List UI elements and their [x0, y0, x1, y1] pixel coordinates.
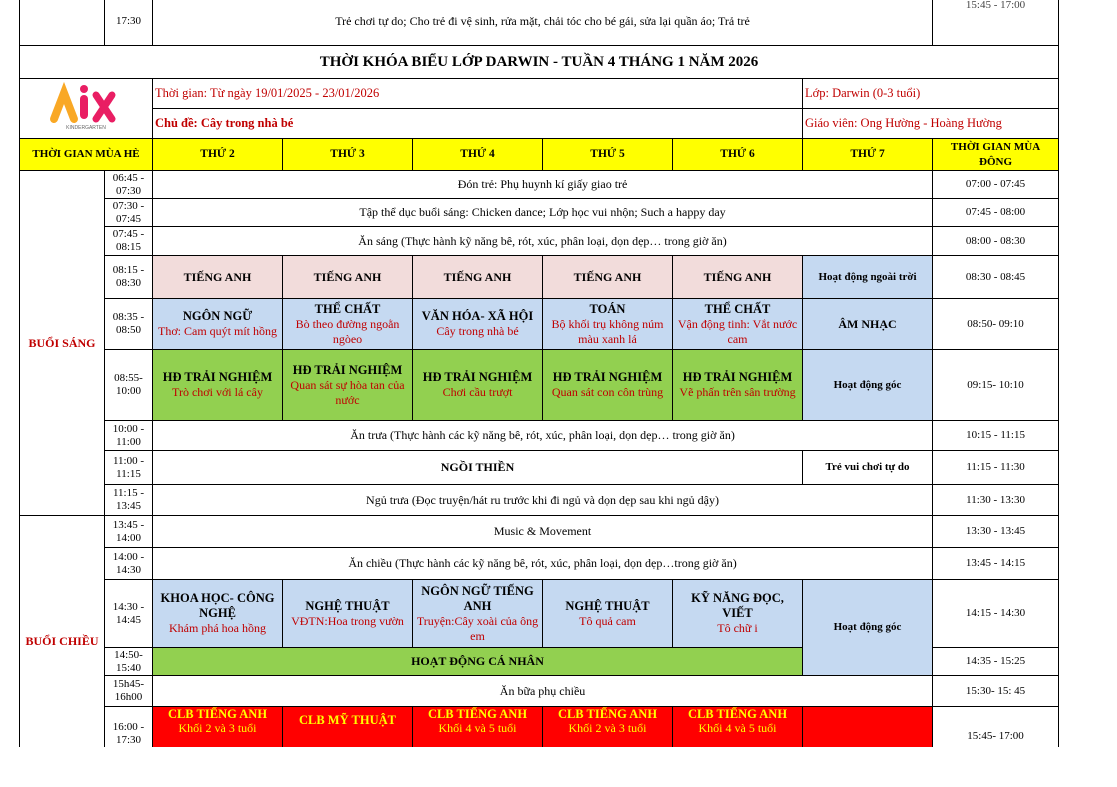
- club-cell: CLB MỸ THUẬT: [283, 707, 413, 748]
- activity-cell: NGỒI THIỀN: [153, 451, 803, 485]
- saturday-cell: Hoạt động góc: [803, 350, 933, 421]
- winter-time-cell: 08:30 - 08:45: [933, 256, 1059, 299]
- time-cell: 08:55- 10:00: [105, 350, 153, 421]
- table-row: [20, 580, 1059, 648]
- activity-cell: Tập thể dục buổi sáng: Chicken dance; Lớp học vui nhộn; Such a happy day: [153, 199, 933, 227]
- day-header: THỨ 2: [153, 139, 283, 171]
- time-cell: 14:50- 15:40: [105, 648, 153, 676]
- winter-time-cell: 07:45 - 08:00: [933, 199, 1059, 227]
- table-row: [20, 516, 1059, 548]
- club-cell-empty: [803, 707, 933, 748]
- day-header: THỨ 6: [673, 139, 803, 171]
- subject-cell: TIẾNG ANH: [153, 256, 283, 299]
- time-cell: 10:00 - 11:00: [105, 421, 153, 451]
- table-row: [20, 548, 1059, 580]
- saturday-cell: ÂM NHẠC: [803, 299, 933, 350]
- table-row: [20, 227, 1059, 256]
- winter-time-header: THỜI GIAN MÙA ĐÔNG: [933, 139, 1059, 171]
- subject-cell: HĐ TRẢI NGHIỆM Quan sát sự hòa tan của nước: [283, 350, 413, 421]
- subject-cell: TIẾNG ANH: [283, 256, 413, 299]
- subject-cell: TIẾNG ANH: [543, 256, 673, 299]
- subject-cell: NGHỆ THUẬT Tô quả cam: [543, 580, 673, 648]
- activity-cell: Đón trẻ: Phụ huynh kí giấy giao trẻ: [153, 171, 933, 199]
- winter-time-cell: 09:15- 10:10: [933, 350, 1059, 421]
- subject-cell: THỂ CHẤT Bò theo đường ngoằn ngòeo: [283, 299, 413, 350]
- time-cell: 13:45 - 14:00: [105, 516, 153, 548]
- subject-cell: TOÁN Bộ khối trụ không núm màu xanh lá: [543, 299, 673, 350]
- winter-time-cell: 08:50- 09:10: [933, 299, 1059, 350]
- time-cell: 16:00 - 17:30: [105, 707, 153, 748]
- subject-cell: THỂ CHẤT Vận động tinh: Vắt nước cam: [673, 299, 803, 350]
- day-header: THỨ 7: [803, 139, 933, 171]
- time-cell: 11:00 - 11:15: [105, 451, 153, 485]
- table-row: [20, 256, 1059, 299]
- saturday-cell: Hoạt động ngoài trời: [803, 256, 933, 299]
- subject-cell: KỸ NĂNG ĐỌC, VIẾT Tô chữ i: [673, 580, 803, 648]
- table-row: [20, 485, 1059, 516]
- time-cell: 14:30 - 14:45: [105, 580, 153, 648]
- saturday-cell: Hoạt động góc: [803, 580, 933, 676]
- day-header: THỨ 5: [543, 139, 673, 171]
- table-row: [20, 171, 1059, 199]
- winter-time-cell: 13:45 - 14:15: [933, 548, 1059, 580]
- subject-cell: HĐ TRẢI NGHIỆM Vẽ phấn trên sân trường: [673, 350, 803, 421]
- date-range: Thời gian: Từ ngày 19/01/2025 - 23/01/2026: [153, 79, 803, 109]
- winter-time-cell: 07:00 - 07:45: [933, 171, 1059, 199]
- time-cell: 08:15 - 08:30: [105, 256, 153, 299]
- aik-logo-icon: [46, 81, 126, 133]
- winter-time-cell: 11:30 - 13:30: [933, 485, 1059, 516]
- subject-cell: TIẾNG ANH: [673, 256, 803, 299]
- club-cell: CLB TIẾNG ANH Khối 2 và 3 tuổi: [543, 707, 673, 748]
- subject-cell: VĂN HÓA- XÃ HỘI Cây trong nhà bé: [413, 299, 543, 350]
- header-row: [20, 139, 1059, 171]
- saturday-cell: Trẻ vui chơi tự do: [803, 451, 933, 485]
- table-row: [20, 707, 1059, 748]
- subject-cell: HĐ TRẢI NGHIỆM Quan sát con côn trùng: [543, 350, 673, 421]
- time-cell: 06:45 - 07:30: [105, 171, 153, 199]
- winter-time-cell: 15:30- 15: 45: [933, 676, 1059, 707]
- time-cell: 14:00 - 14:30: [105, 548, 153, 580]
- winter-time-cell: 14:15 - 14:30: [933, 580, 1059, 648]
- summer-time-header: THỜI GIAN MÙA HÈ: [20, 139, 153, 171]
- topic: Chủ đề: Cây trong nhà bé: [153, 109, 803, 139]
- info-row: [20, 79, 1059, 109]
- activity-cell: Music & Movement: [153, 516, 933, 548]
- subject-cell: HĐ TRẢI NGHIỆM Chơi cầu trượt: [413, 350, 543, 421]
- subject-cell: KHOA HỌC- CÔNG NGHỆ Khám phá hoa hồng: [153, 580, 283, 648]
- time-cell: 17:30: [105, 0, 153, 46]
- table-row: [20, 350, 1059, 421]
- time-cell: 07:45 - 08:15: [105, 227, 153, 256]
- activity-cell: Ăn sáng (Thực hành kỹ năng bê, rót, xúc, phân loại, dọn dẹp… trong giờ ăn): [153, 227, 933, 256]
- subject-cell: NGÔN NGỮ TIẾNG ANH Truyện:Cây xoài của ông em: [413, 580, 543, 648]
- table-row: [20, 0, 1059, 46]
- time-cell: 11:15 - 13:45: [105, 485, 153, 516]
- subject-cell: NGHỆ THUẬT VĐTN:Hoa trong vườn: [283, 580, 413, 648]
- winter-time-cell: 14:35 - 15:25: [933, 648, 1059, 676]
- activity-cell: Ngủ trưa (Đọc truyện/hát ru trước khi đi ngủ và dọn dẹp sau khi ngủ dậy): [153, 485, 933, 516]
- activity-cell: Ăn chiều (Thực hành các kỹ năng bê, rót, xúc, phân loại, dọn dẹp…trong giờ ăn): [153, 548, 933, 580]
- activity-cell: Trẻ chơi tự do; Cho trẻ đi vệ sinh, rửa mặt, chải tóc cho bé gái, sửa lại quần áo; Trả trẻ: [153, 0, 933, 46]
- title-row: [20, 46, 1059, 79]
- club-cell: CLB TIẾNG ANH Khối 2 và 3 tuổi: [153, 707, 283, 748]
- table-row: [20, 676, 1059, 707]
- club-cell: CLB TIẾNG ANH Khối 4 và 5 tuổi: [413, 707, 543, 748]
- winter-time-cell: 15:45- 17:00: [933, 707, 1059, 748]
- teacher: Giáo viên: Ong Hường - Hoàng Hường: [803, 109, 1059, 139]
- day-header: THỨ 3: [283, 139, 413, 171]
- activity-cell: Ăn trưa (Thực hành các kỹ năng bê, rót, xúc, phân loại, dọn dẹp… trong giờ ăn): [153, 421, 933, 451]
- winter-time-cell: 08:00 - 08:30: [933, 227, 1059, 256]
- table-row: [20, 451, 1059, 485]
- time-cell: 07:30 - 07:45: [105, 199, 153, 227]
- timetable: [19, 0, 1059, 747]
- winter-time-cell: 11:15 - 11:30: [933, 451, 1059, 485]
- subject-cell: NGÔN NGỮ Thơ: Cam quýt mít hồng: [153, 299, 283, 350]
- table-row: [20, 299, 1059, 350]
- class-name: Lớp: Darwin (0-3 tuổi): [803, 79, 1059, 109]
- subject-cell: HĐ TRẢI NGHIỆM Trò chơi với lá cây: [153, 350, 283, 421]
- table-row: [20, 421, 1059, 451]
- club-cell: CLB TIẾNG ANH Khối 4 và 5 tuổi: [673, 707, 803, 748]
- activity-cell: Ăn bữa phụ chiều: [153, 676, 933, 707]
- winter-time-cell: 13:30 - 13:45: [933, 516, 1059, 548]
- info-row: [20, 109, 1059, 139]
- session-afternoon: BUỔI CHIỀU: [20, 516, 105, 748]
- logo: [20, 79, 153, 139]
- table-row: [20, 199, 1059, 227]
- session-morning: BUỔI SÁNG: [20, 171, 105, 516]
- time-cell: 15h45- 16h00: [105, 676, 153, 707]
- page-title: THỜI KHÓA BIỂU LỚP DARWIN - TUẦN 4 THÁNG 1 NĂM 2026: [20, 46, 1059, 79]
- winter-time-cell: 10:15 - 11:15: [933, 421, 1059, 451]
- subject-cell: TIẾNG ANH: [413, 256, 543, 299]
- logo-subtitle: KINDERGARTEN: [66, 124, 106, 131]
- winter-time-cell: 15:45 - 17:00: [933, 0, 1059, 46]
- time-cell: 08:35 - 08:50: [105, 299, 153, 350]
- day-header: THỨ 4: [413, 139, 543, 171]
- activity-cell: HOẠT ĐỘNG CÁ NHÂN: [153, 648, 803, 676]
